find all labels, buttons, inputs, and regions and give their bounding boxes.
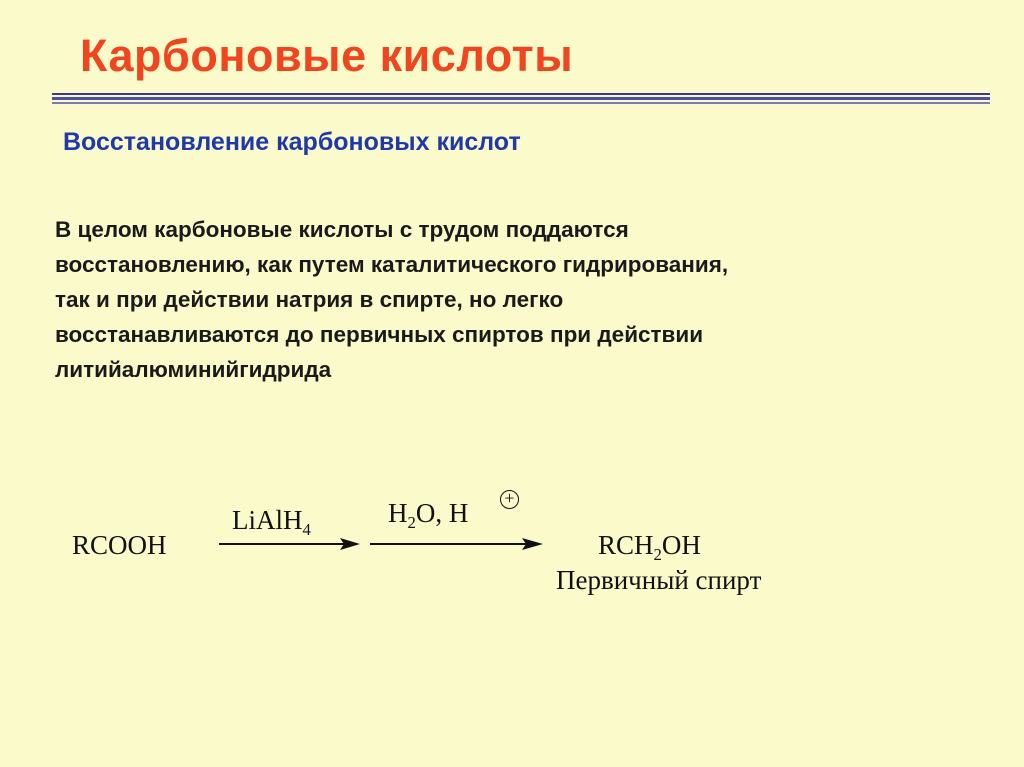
reagent2-h: H bbox=[388, 498, 408, 528]
product-formula bbox=[598, 530, 701, 564]
reagent2-rest: O, H bbox=[415, 498, 469, 528]
slide-title: Карбоновые кислоты bbox=[80, 30, 574, 81]
reagent1-main: LiAlH bbox=[232, 505, 303, 535]
reaction-arrow-1 bbox=[219, 538, 360, 550]
body-paragraph bbox=[55, 212, 935, 387]
reagent-lialh4 bbox=[232, 505, 311, 539]
product-label: Первичный спирт bbox=[556, 565, 762, 595]
title-divider bbox=[52, 93, 990, 105]
product-main: RCH bbox=[598, 530, 654, 560]
positive-charge-icon: + bbox=[500, 490, 519, 509]
reaction-arrow-2 bbox=[370, 538, 543, 550]
reagent-water-acid bbox=[388, 498, 469, 532]
slide-subtitle: Восстановление карбоновых кислот bbox=[63, 128, 521, 156]
paragraph-line: восстанавливаются до первичных спиртов при действии bbox=[55, 322, 704, 347]
paragraph-line: так и при действии натрия в спирте, но легко bbox=[55, 287, 564, 312]
paragraph-line: литийалюминийгидрида bbox=[55, 357, 332, 382]
reagent2-subscript: 2 bbox=[407, 512, 416, 532]
paragraph-line: В целом карбоновые кислоты с трудом поддаются bbox=[55, 217, 629, 242]
product-rest: OH bbox=[661, 530, 701, 560]
reagent1-subscript: 4 bbox=[302, 519, 311, 539]
product-subscript: 2 bbox=[653, 544, 662, 564]
reactant-formula: RCOOH bbox=[72, 530, 167, 560]
paragraph-line: восстановлению, как путем каталитического гидрирования, bbox=[55, 252, 729, 277]
